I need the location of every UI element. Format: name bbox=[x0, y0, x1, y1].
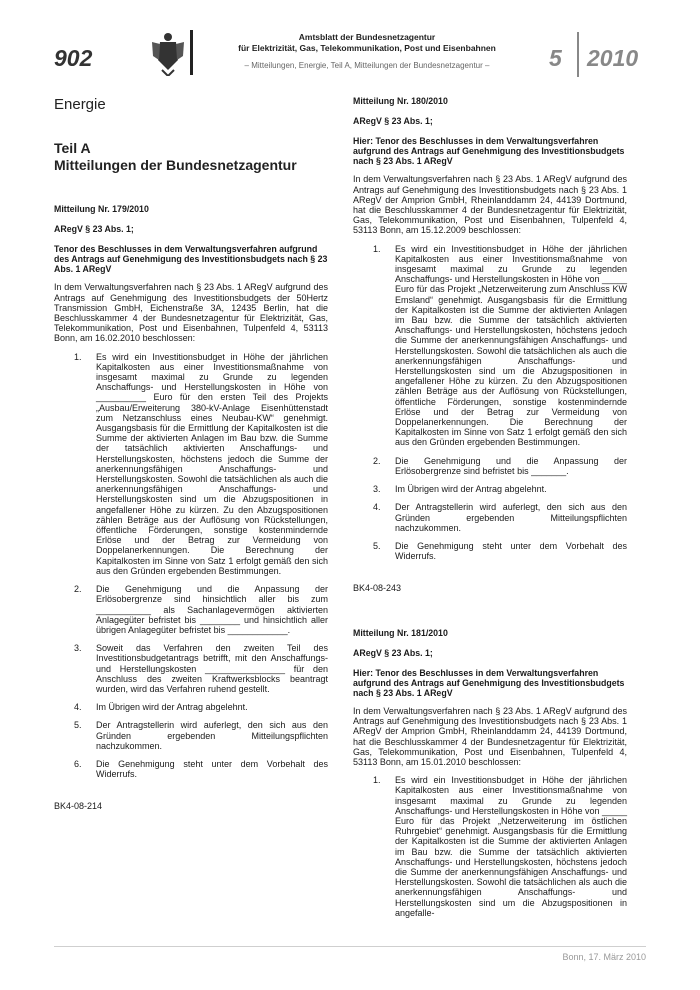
header-divider bbox=[190, 30, 193, 75]
footer-place-date: Bonn, 17. März 2010 bbox=[562, 952, 646, 962]
notice-180-intro: In dem Verwaltungsverfahren nach § 23 Abs. 1 ARegV aufgrund des Antrags auf Genehmigung des Investitionsbudgets nach § 23 Abs. 1 ARegV der Amprion GmbH, Rheinlanddamm 24, 44139 Dortmund, hat die Beschlusskammer 4 der Bundesnetzagentur für Elektrizität, Gas, Telekommunikation, Post und Eisenbahnen, Tulpenfeld 4, 53113 Bonn, am 15.12.2009 beschlossen: bbox=[353, 174, 627, 236]
notice-181-intro: In dem Verwaltungsverfahren nach § 23 Abs. 1 ARegV aufgrund des Antrags auf Genehmigung des Investitionsbudgets nach § 23 Abs. 1 ARegV der Amprion GmbH, Rheinlanddamm 24, 44139 Dortmund, hat die Beschlusskammer 4 der Bundesnetzagentur für Elektrizität, Gas, Telekommunikation, Post und Eisenbahnen, Tulpenfeld 4, 53113 Bonn, am 15.01.2010 beschlossen: bbox=[353, 705, 627, 767]
issue-year: 2010 bbox=[587, 45, 639, 71]
list-item: 6. Die Genehmigung steht unter dem Vorbehalt des Widerrufs. bbox=[74, 758, 328, 780]
footer-divider bbox=[54, 946, 646, 947]
publication-subtitle: – Mitteilungen, Energie, Teil A, Mitteilungen der Bundesnetzagentur – bbox=[244, 61, 490, 70]
list-item: 4. Im Übrigen wird der Antrag abgelehnt. bbox=[74, 702, 248, 713]
notice-179-intro: In dem Verwaltungsverfahren nach § 23 Abs. 1 ARegV aufgrund des Antrags auf Genehmigung des Investitionsbudgets der 50Hertz Transmission GmbH, Eichenstraße 3A, 12435 Berlin, hat die Beschlusskammer 4 der Bundesnetzagentur für Elektrizität, Gas, Telekommunikation, Post und Eisenbahnen, Tulpenfeld 4, 53113 Bonn, am 16.02.2010 beschlossen: bbox=[54, 282, 328, 344]
notice-181-tenor: Hier: Tenor des Beschlusses in dem Verwaltungsverfahren aufgrund des Antrags auf Genehmigung des Investitionsbudgets nach § 23 Abs. 1 ARegV bbox=[353, 667, 625, 698]
notice-179-list bbox=[54, 352, 328, 780]
section-title: Energie bbox=[54, 96, 106, 113]
list-item: 1. Es wird ein Investitionsbudget in Höhe der jährlichen Kapitalkosten aus einer Investitionsmaßnahme von insgesamt maximal zu Grunde zu legenden Anschaffungs- und Herstellungskosten in Höhe von _____ Euro für das Projekt „Netzerweiterung im östlichen Ruhrgebiet“ genehmigt. Ausgangsbasis für die Ermittlung der Kapitalkosten ist die Summe der aktivierten Anlagen im Bau bzw. die Summe der tatsächlich aktivierten Anschaffungs- und Herstellungskosten, höchstens jedoch die Summe der anerkennungsfähigen Anschaffungs- und Herstellungskosten. Sowohl die tatsächlichen als auch die anerkennungsfähigen Anschaffungs- und Herstellungskosten sind um die Abzugspositionen in angefalle- bbox=[373, 775, 627, 918]
list-item: 5. Die Genehmigung steht unter dem Vorbehalt des Widerrufs. bbox=[373, 540, 627, 562]
part-title: Teil A Mitteilungen der Bundesnetzagentur bbox=[54, 140, 297, 173]
notice-180-legal-basis: ARegV § 23 Abs. 1; bbox=[353, 116, 433, 127]
notice-181-list bbox=[353, 775, 627, 918]
federal-eagle-icon bbox=[150, 30, 186, 76]
issue-number: 5 bbox=[549, 45, 562, 71]
list-item: 5. Der Antragstellerin wird auferlegt, den sich aus den Gründen ergebenden Mitteilungspflichten nachzukommen. bbox=[74, 720, 328, 751]
notice-180-heading: Mitteilung Nr. 180/2010 bbox=[353, 96, 448, 106]
notice-179-heading: Mitteilung Nr. 179/2010 bbox=[54, 204, 149, 214]
notice-179-legal-basis: ARegV § 23 Abs. 1; bbox=[54, 224, 134, 235]
list-item: 4. Der Antragstellerin wird auferlegt, den sich aus den Gründen ergebenden Mitteilungspflichten nachzukommen. bbox=[373, 502, 627, 533]
notice-180-tenor: Hier: Tenor des Beschlusses in dem Verwaltungsverfahren aufgrund des Antrags auf Genehmigung des Investitionsbudgets nach § 23 Abs. 1 ARegV bbox=[353, 136, 625, 167]
page-number: 902 bbox=[54, 45, 93, 71]
publication-title: Amtsblatt der Bundesnetzagentur für Elektrizität, Gas, Telekommunikation, Post und Eisenbahnen bbox=[238, 32, 496, 53]
notice-180-file-ref: BK4-08-243 bbox=[353, 583, 402, 594]
list-item: 3. Soweit das Verfahren den zweiten Teil des Investitionsbudgetantrags betrifft, mit den Anschaffungs- und Herstellungskosten ________________ für den Anschluss des zweiten Kraftwerksblocks beantragt wurden, wird das Verfahren ruhend gestellt. bbox=[74, 643, 328, 694]
list-item: 1. Es wird ein Investitionsbudget in Höhe der jährlichen Kapitalkosten aus einer Investitionsmaßnahme von insgesamt maximal zu Grunde zu legenden Anschaffungs- und Herstellungskosten in Höhe von _____ Euro für das Projekt „Netzerweiterung zum Anschluss KW Emsland“ genehmigt. Ausgangsbasis für die Ermittlung der Kapitalkosten ist die Summe der aktivierten Anlagen im Bau bzw. die Summe der tatsächlich aktivierten Anschaffungs- und Herstellungskosten, höchstens jedoch die Summe der anerkennungsfähigen Anschaffungs- und Herstellungskosten. Sowohl die tatsächlichen als auch die anerkennungsfähigen Anschaffungs- und Herstellungskosten sind um die Abzugspositionen in angefallener Höhe zu kürzen. Zu den Abzugspositionen zählen Beträge aus der Auflösung von Rückstellungen, öffentliche Förderungen, sonstige kostenmindernde Erlöse und der Betrag zur Vermeidung von Doppelanerkennungen. Die Berechnung der Kapitalkosten im Sinne von Satz 1 erfolgt gemäß den sich aus den Gründen ergebenden Bestimmungen. bbox=[373, 243, 627, 448]
list-item: 1. Es wird ein Investitionsbudget in Höhe der jährlichen Kapitalkosten aus einer Investitionsmaßnahme von insgesamt maximal zu Grunde zu legenden Anschaffungs- und Herstellungskosten in Höhe von __________ Euro für den ersten Teil des Projekts „Ausbau/Erweiterung 380-kV-Anlage Eisenhüttenstadt zum Netzanschluss eines Neubau-KW“ genehmigt. Ausgangsbasis für die Ermittlung der Kapitalkosten ist die Summe der aktivierten Anlagen im Bau bzw. die Summe der tatsächlich aktivierten Anschaffungs- und Herstellungskosten, höchstens jedoch die Summe der anerkennungsfähigen Anschaffungs- und Herstellungskosten. Sowohl die tatsächlichen als auch die anerkennungsfähigen Anschaffungs- und Herstellungskosten sind um die Abzugspositionen in angefallener Höhe zu kürzen. Zu den Abzugspositionen zählen Beträge aus der Auflösung von Rückstellungen, öffentliche Förderungen, sonstige kostenmindernde Erlöse und der Betrag zur Vermeidung von Doppelanerkennungen. Die Berechnung der Kapitalkosten im Sinne von Satz 1 erfolgt gemäß den sich aus den Gründen ergebenden Bestimmungen. bbox=[74, 351, 328, 576]
list-item: 2. Die Genehmigung und die Anpassung der Erlösobergrenze sind befristet bis _______. bbox=[373, 455, 627, 476]
list-item: 2. Die Genehmigung und die Anpassung der Erlösobergrenze sind hinsichtlich aller bis zum ___________ als Sachanlagevermögen aktivierten Anlagegüter befristet bis ________ und hinsichtlich aller übrigen Anlagegüter befristet bis ____________. bbox=[74, 584, 328, 635]
left-column bbox=[54, 96, 328, 812]
notice-181-legal-basis: ARegV § 23 Abs. 1; bbox=[353, 647, 433, 658]
notice-179-tenor: Tenor des Beschlusses in dem Verwaltungsverfahren aufgrund des Antrags auf Genehmigung des Investitionsbudgets nach § 23 Abs. 1 ARegV bbox=[54, 244, 328, 275]
notice-181-heading: Mitteilung Nr. 181/2010 bbox=[353, 627, 448, 638]
right-column bbox=[353, 96, 627, 926]
list-item: 3. Im Übrigen wird der Antrag abgelehnt. bbox=[373, 484, 547, 495]
notice-180-list bbox=[353, 244, 627, 562]
issue-divider bbox=[577, 32, 579, 77]
notice-179-file-ref: BK4-08-214 bbox=[54, 801, 103, 812]
